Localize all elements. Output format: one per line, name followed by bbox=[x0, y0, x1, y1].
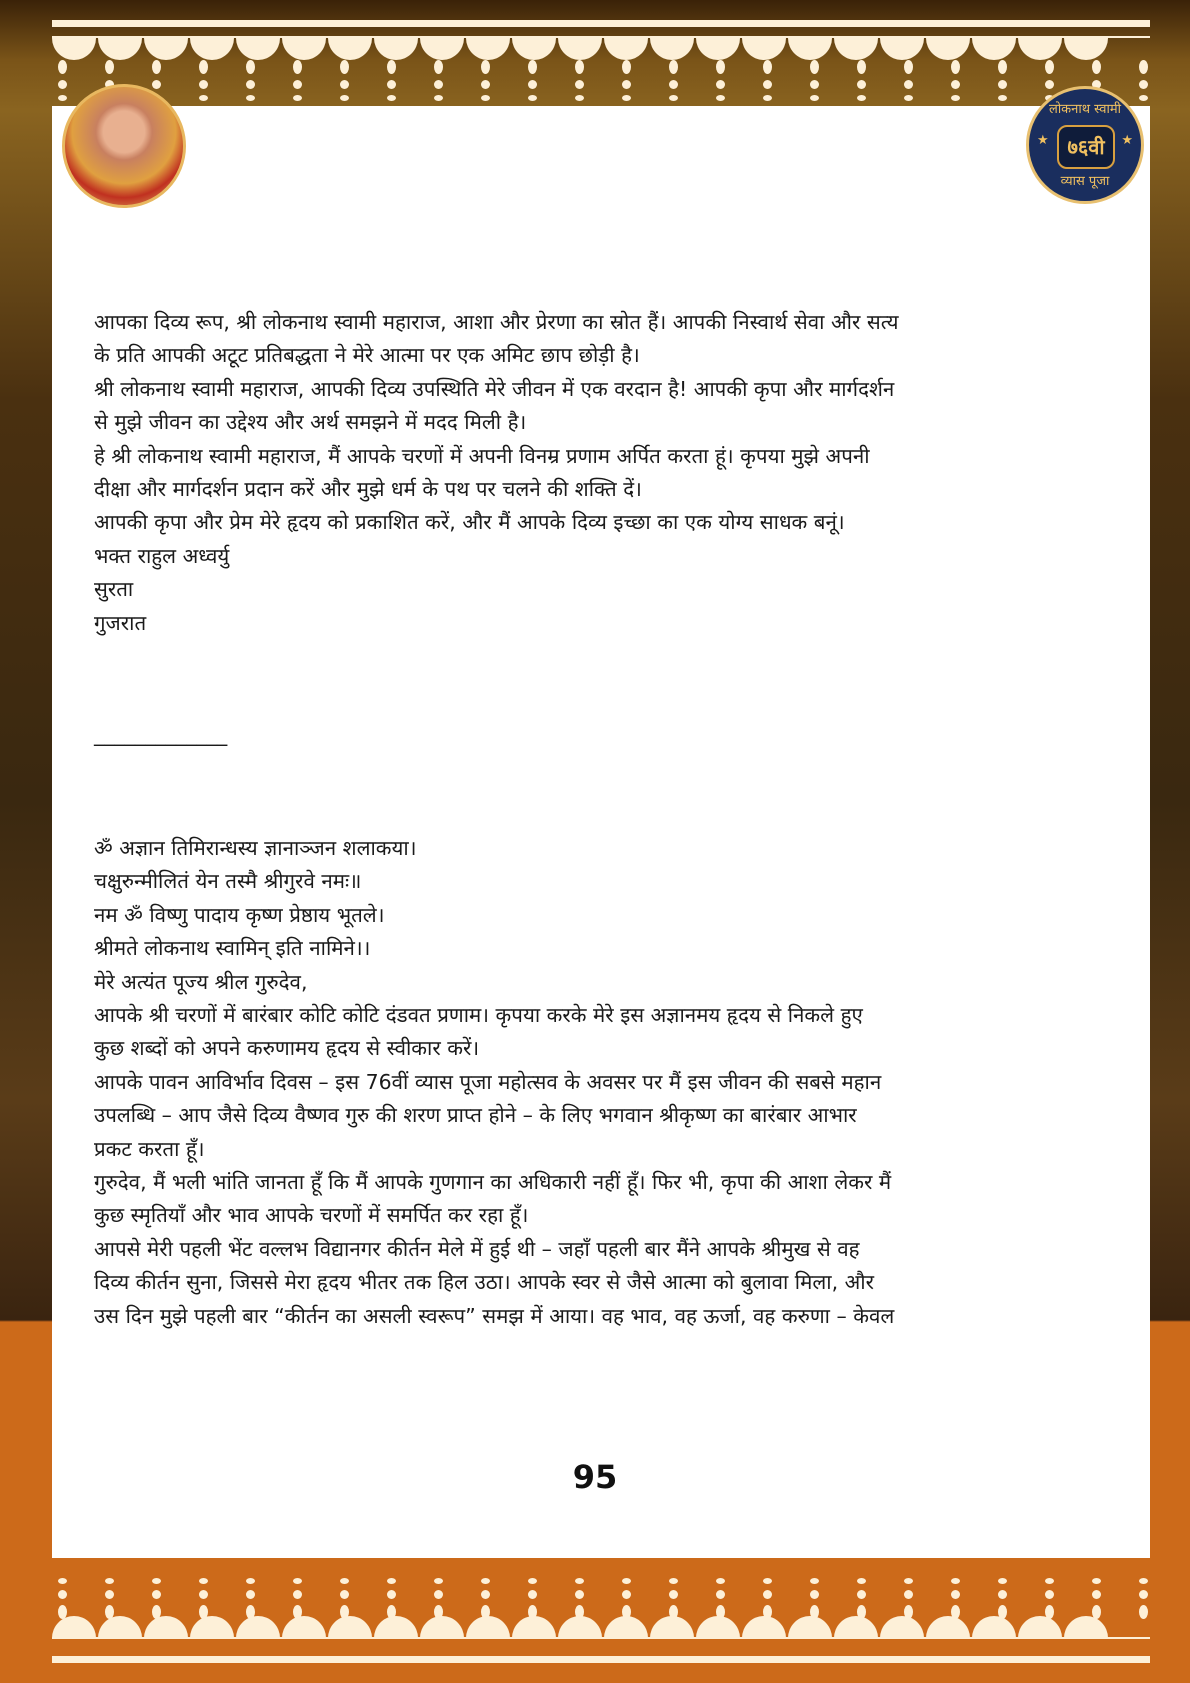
dot bbox=[1092, 1590, 1101, 1599]
block1-line: से मुझे जीवन का उद्देश्य और अर्थ समझने में मदद मिली है। bbox=[94, 410, 527, 435]
dot bbox=[763, 80, 772, 89]
block1-line: भक्त राहुल अध्वर्यु bbox=[94, 543, 230, 568]
dot-column bbox=[528, 60, 537, 107]
scallop bbox=[236, 38, 280, 60]
scallop bbox=[972, 38, 1016, 60]
block2-line: नम ॐ विष्णु पादाय कृष्ण प्रेष्ठाय भूतले। bbox=[94, 902, 385, 927]
dot bbox=[998, 95, 1007, 101]
scallop bbox=[466, 1616, 510, 1638]
dot bbox=[998, 1590, 1007, 1599]
dot bbox=[58, 80, 67, 89]
dot bbox=[763, 60, 772, 74]
scallop bbox=[834, 1616, 878, 1638]
block1-line: श्री लोकनाथ स्वामी महाराज, आपकी दिव्य उपस्थिति मेरे जीवन में एक वरदान है! आपकी कृपा और मार्गदर्शन bbox=[94, 376, 895, 401]
dot bbox=[716, 1578, 725, 1584]
top-dot-border bbox=[58, 60, 1148, 107]
scallop bbox=[190, 38, 234, 60]
dot bbox=[575, 1590, 584, 1599]
dot-column bbox=[810, 60, 819, 107]
scallop bbox=[742, 38, 786, 60]
dot bbox=[434, 95, 443, 101]
scallop bbox=[696, 38, 740, 60]
block2-line: आपके श्री चरणों में बारंबार कोटि कोटि दंडवत प्रणाम। कृपया करके मेरे इस अज्ञानमय हृदय से निकले हुए bbox=[94, 1003, 863, 1027]
dot bbox=[669, 1578, 678, 1584]
block2-line: दिव्य कीर्तन सुना, जिससे मेरा हृदय भीतर तक हिल उठा। आपके स्वर से जैसे आत्मा को बुलावा मिला, और bbox=[94, 1270, 874, 1295]
block2-line: गुरुदेव, मैं भली भांति जानता हूँ कि मैं आपके गुणगान का अधिकारी नहीं हूँ। फिर भी, कृपा की आशा लेकर मैं bbox=[94, 1170, 892, 1194]
dot bbox=[293, 1578, 302, 1584]
dot bbox=[387, 60, 396, 74]
dot bbox=[199, 95, 208, 101]
scallop bbox=[328, 1616, 372, 1638]
block1-line: आपका दिव्य रूप, श्री लोकनाथ स्वामी महाराज, आशा और प्रेरणा का स्रोत हैं। आपकी निस्वार्थ सेवा और सत्य bbox=[94, 310, 899, 334]
dot bbox=[58, 95, 67, 101]
dot-column bbox=[575, 60, 584, 107]
bottom-border-strip bbox=[52, 1637, 1150, 1639]
scallop bbox=[926, 1616, 970, 1638]
dot bbox=[763, 1590, 772, 1599]
block2-line: आपके पावन आविर्भाव दिवस – इस 76वीं व्यास पूजा महोत्सव के अवसर पर मैं इस जीवन की सबसे महान bbox=[94, 1069, 882, 1094]
dot bbox=[810, 95, 819, 101]
top-scallop-border bbox=[52, 38, 1150, 60]
dot bbox=[951, 1578, 960, 1584]
dot-column bbox=[434, 60, 443, 107]
scallop bbox=[696, 1616, 740, 1638]
scallop bbox=[558, 38, 602, 60]
scallop bbox=[374, 1616, 418, 1638]
dot bbox=[622, 60, 631, 74]
scallop bbox=[420, 38, 464, 60]
dot bbox=[669, 1590, 678, 1599]
dot bbox=[293, 80, 302, 89]
dot bbox=[998, 80, 1007, 89]
dot bbox=[199, 1578, 208, 1584]
dot bbox=[246, 1578, 255, 1584]
dot bbox=[951, 95, 960, 101]
scallop bbox=[604, 1616, 648, 1638]
star-icon: ★ bbox=[1121, 133, 1133, 148]
scallop bbox=[52, 1616, 96, 1638]
dot bbox=[998, 1578, 1007, 1584]
dot bbox=[387, 1578, 396, 1584]
scallop bbox=[98, 38, 142, 60]
dot bbox=[1092, 1578, 1101, 1584]
dot bbox=[434, 1590, 443, 1599]
scallop bbox=[834, 38, 878, 60]
scallop bbox=[236, 1616, 280, 1638]
scallop bbox=[512, 1616, 556, 1638]
separator: _____________ bbox=[94, 722, 228, 746]
scallop bbox=[972, 1616, 1016, 1638]
dot bbox=[434, 60, 443, 74]
dot bbox=[810, 60, 819, 74]
dot bbox=[246, 95, 255, 101]
dot bbox=[293, 95, 302, 101]
dot bbox=[622, 80, 631, 89]
block1-line: गुजरात bbox=[94, 610, 147, 635]
block1-line: हे श्री लोकनाथ स्वामी महाराज, मैं आपके चरणों में अपनी विनम्र प्रणाम अर्पित करता हूं। कृपया मुझे अपनी bbox=[94, 443, 870, 468]
dot bbox=[998, 60, 1007, 74]
dot bbox=[434, 1578, 443, 1584]
dot bbox=[528, 95, 537, 101]
scallop bbox=[880, 1616, 924, 1638]
dot-column bbox=[387, 60, 396, 107]
scallop bbox=[604, 38, 648, 60]
dot bbox=[857, 80, 866, 89]
dot bbox=[340, 1590, 349, 1599]
block1-line: आपकी कृपा और प्रेम मेरे हृदय को प्रकाशित करें, और मैं आपके दिव्य इच्छा का एक योग्य साधक बनूं। bbox=[94, 510, 845, 535]
scallop bbox=[374, 38, 418, 60]
dot bbox=[622, 1590, 631, 1599]
scallop bbox=[144, 38, 188, 60]
scallop bbox=[788, 1616, 832, 1638]
dot bbox=[340, 80, 349, 89]
dot bbox=[105, 60, 114, 74]
dot bbox=[528, 60, 537, 74]
dot bbox=[575, 60, 584, 74]
page-number: 95 bbox=[572, 1458, 618, 1496]
dot bbox=[1139, 1590, 1148, 1599]
dot bbox=[481, 1578, 490, 1584]
dot bbox=[246, 60, 255, 74]
dot bbox=[669, 60, 678, 74]
dot bbox=[951, 60, 960, 74]
dot bbox=[340, 1578, 349, 1584]
dot bbox=[904, 80, 913, 89]
dot bbox=[58, 1590, 67, 1599]
dot bbox=[716, 60, 725, 74]
dot bbox=[904, 95, 913, 101]
scallop bbox=[650, 1616, 694, 1638]
dot bbox=[1045, 1578, 1054, 1584]
block2-line: कुछ शब्दों को अपने करुणामय हृदय से स्वीकार करें। bbox=[94, 1036, 480, 1061]
dot bbox=[575, 1578, 584, 1584]
dot bbox=[528, 1578, 537, 1584]
dot bbox=[528, 1590, 537, 1599]
dot-column bbox=[199, 60, 208, 107]
dot bbox=[58, 1578, 67, 1584]
scallop bbox=[420, 1616, 464, 1638]
dot bbox=[1139, 1578, 1148, 1584]
dot-column bbox=[58, 60, 67, 107]
scallop bbox=[282, 38, 326, 60]
dot bbox=[58, 60, 67, 74]
dot bbox=[481, 80, 490, 89]
logo-bottom-text: व्यास पूजा bbox=[1060, 174, 1110, 189]
dot-column bbox=[904, 60, 913, 107]
block2-line: श्रीमते लोकनाथ स्वामिन् इति नामिने।। bbox=[94, 936, 371, 961]
dot bbox=[105, 1590, 114, 1599]
dot bbox=[293, 1590, 302, 1599]
dot bbox=[1045, 80, 1054, 89]
block1-line: दीक्षा और मार्गदर्शन प्रदान करें और मुझे धर्म के पथ पर चलने की शक्ति दें। bbox=[94, 477, 642, 501]
dot-column bbox=[951, 60, 960, 107]
scallop bbox=[144, 1616, 188, 1638]
dot bbox=[152, 1578, 161, 1584]
block2-line: उपलब्धि – आप जैसे दिव्य वैष्णव गुरु की शरण प्राप्त होने – के लिए भगवान श्रीकृष्ण का बारंबार आभार bbox=[94, 1103, 857, 1128]
dot bbox=[716, 80, 725, 89]
dot bbox=[669, 95, 678, 101]
scallop bbox=[788, 38, 832, 60]
scallop bbox=[52, 38, 96, 60]
scallop bbox=[558, 1616, 602, 1638]
dot bbox=[904, 60, 913, 74]
scallop bbox=[328, 38, 372, 60]
dot bbox=[340, 95, 349, 101]
dot bbox=[622, 95, 631, 101]
dot bbox=[199, 60, 208, 74]
scallop bbox=[1018, 38, 1062, 60]
dot bbox=[152, 80, 161, 89]
scallop bbox=[512, 38, 556, 60]
dot bbox=[716, 95, 725, 101]
dot bbox=[575, 95, 584, 101]
dot bbox=[810, 1578, 819, 1584]
dot-column bbox=[857, 60, 866, 107]
dot bbox=[481, 60, 490, 74]
dot bbox=[387, 80, 396, 89]
dot bbox=[387, 95, 396, 101]
scallop bbox=[926, 38, 970, 60]
dot bbox=[1092, 60, 1101, 74]
block2-line: प्रकट करता हूँ। bbox=[94, 1136, 205, 1161]
dot bbox=[857, 1590, 866, 1599]
dot-column bbox=[622, 60, 631, 107]
dot bbox=[1139, 80, 1148, 89]
dot bbox=[1045, 1590, 1054, 1599]
dot bbox=[105, 1578, 114, 1584]
dot bbox=[857, 95, 866, 101]
scallop bbox=[282, 1616, 326, 1638]
scallop bbox=[98, 1616, 142, 1638]
scallop bbox=[1018, 1616, 1062, 1638]
dot bbox=[857, 60, 866, 74]
dot-column bbox=[998, 60, 1007, 107]
dot bbox=[951, 80, 960, 89]
scallop bbox=[1064, 38, 1108, 60]
logo-number: ७६वी bbox=[1057, 125, 1115, 169]
dot bbox=[763, 1578, 772, 1584]
scallop bbox=[742, 1616, 786, 1638]
dot bbox=[246, 1590, 255, 1599]
dot bbox=[622, 1578, 631, 1584]
dot bbox=[810, 80, 819, 89]
logo-top-text: लोकनाथ स्वामी bbox=[1049, 102, 1121, 117]
block2-line: ॐ अज्ञान तिमिरान्धस्य ज्ञानाञ्जन शलाकया। bbox=[94, 836, 417, 860]
dot bbox=[152, 60, 161, 74]
dot bbox=[763, 95, 772, 101]
block2-line: मेरे अत्यंत पूज्य श्रील गुरुदेव, bbox=[94, 969, 308, 994]
dot bbox=[716, 1590, 725, 1599]
guru-portrait bbox=[62, 84, 186, 208]
star-icon: ★ bbox=[1037, 133, 1049, 148]
dot bbox=[387, 1590, 396, 1599]
dot bbox=[246, 80, 255, 89]
dot-column bbox=[716, 60, 725, 107]
scallop bbox=[466, 38, 510, 60]
dot bbox=[199, 80, 208, 89]
dot bbox=[857, 1578, 866, 1584]
dot-column bbox=[340, 60, 349, 107]
dot bbox=[669, 80, 678, 89]
dot bbox=[434, 80, 443, 89]
dot-column bbox=[481, 60, 490, 107]
dot bbox=[481, 1590, 490, 1599]
dot bbox=[528, 80, 537, 89]
dot bbox=[293, 60, 302, 74]
scallop bbox=[190, 1616, 234, 1638]
block1-line: सुरता bbox=[94, 577, 134, 602]
dot bbox=[481, 95, 490, 101]
block2-line: आपसे मेरी पहली भेंट वल्लभ विद्यानगर कीर्तन मेले में हुई थी – जहाँ पहली बार मैंने आपके श्रीमुख से वह bbox=[94, 1236, 860, 1261]
dot bbox=[340, 60, 349, 74]
dot bbox=[575, 80, 584, 89]
dot bbox=[1139, 60, 1148, 74]
scallop bbox=[650, 38, 694, 60]
dot-column bbox=[763, 60, 772, 107]
vyasa-puja-logo bbox=[1026, 86, 1144, 204]
scallop bbox=[1064, 1616, 1108, 1638]
dot bbox=[810, 1590, 819, 1599]
dot bbox=[951, 1590, 960, 1599]
dot bbox=[152, 1590, 161, 1599]
dot bbox=[199, 1590, 208, 1599]
dot bbox=[1045, 60, 1054, 74]
dot bbox=[904, 1590, 913, 1599]
dot bbox=[904, 1578, 913, 1584]
block2-line: उस दिन मुझे पहली बार “कीर्तन का असली स्वरूप” समझ में आया। वह भाव, वह ऊर्जा, वह करुणा – केवल bbox=[94, 1303, 895, 1328]
block1-line: के प्रति आपकी अटूट प्रतिबद्धता ने मेरे आत्मा पर एक अमिट छाप छोड़ी है। bbox=[94, 343, 640, 368]
scallop bbox=[880, 38, 924, 60]
dot-column bbox=[293, 60, 302, 107]
top-border-line bbox=[52, 20, 1150, 27]
block2-line: कुछ स्मृतियाँ और भाव आपके चरणों में समर्पित कर रहा हूँ। bbox=[94, 1203, 529, 1228]
block2-line: चक्षुरुन्मीलितं येन तस्मै श्रीगुरवे नमः॥ bbox=[94, 869, 362, 894]
bottom-border-line bbox=[52, 1656, 1150, 1663]
bottom-scallop-border bbox=[52, 1616, 1150, 1638]
dot-column bbox=[669, 60, 678, 107]
dot-column bbox=[246, 60, 255, 107]
